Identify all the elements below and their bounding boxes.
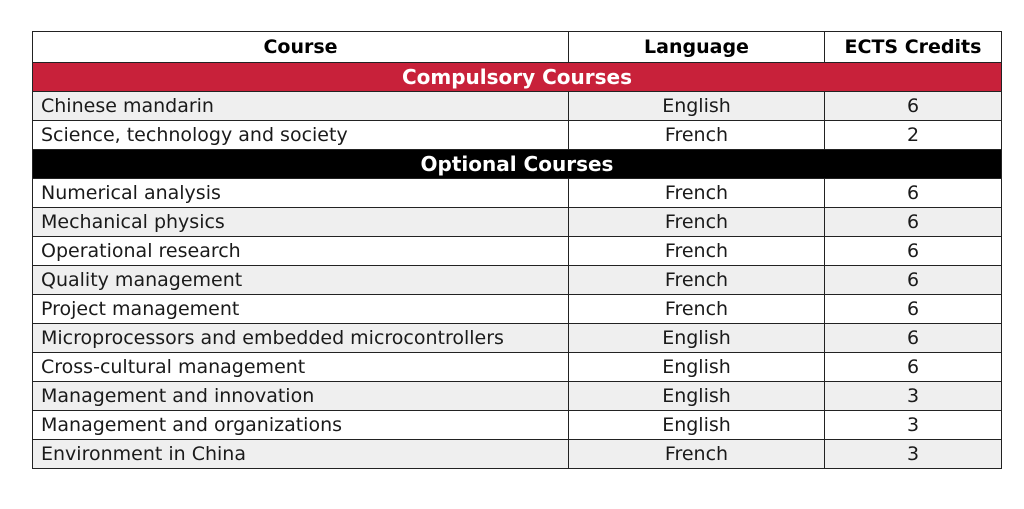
cell-language: English	[569, 353, 825, 382]
cell-language: French	[569, 208, 825, 237]
table-row	[33, 208, 1002, 237]
cell-language: French	[569, 266, 825, 295]
courses-table	[32, 31, 1002, 469]
cell-language: French	[569, 121, 825, 150]
cell-course: Microprocessors and embedded microcontrollers	[33, 324, 569, 353]
cell-language: English	[569, 411, 825, 440]
cell-language: French	[569, 179, 825, 208]
section-title: Compulsory Courses	[33, 63, 1002, 92]
cell-credits: 2	[825, 121, 1002, 150]
cell-language: French	[569, 440, 825, 469]
cell-credits: 6	[825, 179, 1002, 208]
table-row	[33, 440, 1002, 469]
cell-course: Chinese mandarin	[33, 92, 569, 121]
table-row	[33, 324, 1002, 353]
header-credits: ECTS Credits	[825, 32, 1002, 63]
cell-credits: 6	[825, 324, 1002, 353]
cell-credits: 6	[825, 266, 1002, 295]
cell-course: Quality management	[33, 266, 569, 295]
cell-language: French	[569, 237, 825, 266]
cell-course: Cross-cultural management	[33, 353, 569, 382]
table-row	[33, 353, 1002, 382]
section-header-compulsory	[33, 63, 1002, 92]
section-title: Optional Courses	[33, 150, 1002, 179]
table-row	[33, 237, 1002, 266]
table-row	[33, 295, 1002, 324]
cell-course: Operational research	[33, 237, 569, 266]
table-row	[33, 411, 1002, 440]
section-header-optional	[33, 150, 1002, 179]
header-language: Language	[569, 32, 825, 63]
cell-credits: 6	[825, 295, 1002, 324]
table-row	[33, 382, 1002, 411]
table-row	[33, 179, 1002, 208]
cell-credits: 6	[825, 353, 1002, 382]
cell-language: French	[569, 295, 825, 324]
table-row	[33, 121, 1002, 150]
cell-language: English	[569, 92, 825, 121]
cell-course: Project management	[33, 295, 569, 324]
cell-course: Mechanical physics	[33, 208, 569, 237]
table-row	[33, 92, 1002, 121]
cell-credits: 3	[825, 440, 1002, 469]
cell-credits: 3	[825, 382, 1002, 411]
header-row	[33, 32, 1002, 63]
cell-credits: 3	[825, 411, 1002, 440]
cell-credits: 6	[825, 208, 1002, 237]
cell-course: Numerical analysis	[33, 179, 569, 208]
cell-credits: 6	[825, 92, 1002, 121]
cell-course: Science, technology and society	[33, 121, 569, 150]
cell-language: English	[569, 382, 825, 411]
header-course: Course	[33, 32, 569, 63]
cell-course: Management and organizations	[33, 411, 569, 440]
table-row	[33, 266, 1002, 295]
cell-course: Management and innovation	[33, 382, 569, 411]
cell-language: English	[569, 324, 825, 353]
cell-course: Environment in China	[33, 440, 569, 469]
cell-credits: 6	[825, 237, 1002, 266]
